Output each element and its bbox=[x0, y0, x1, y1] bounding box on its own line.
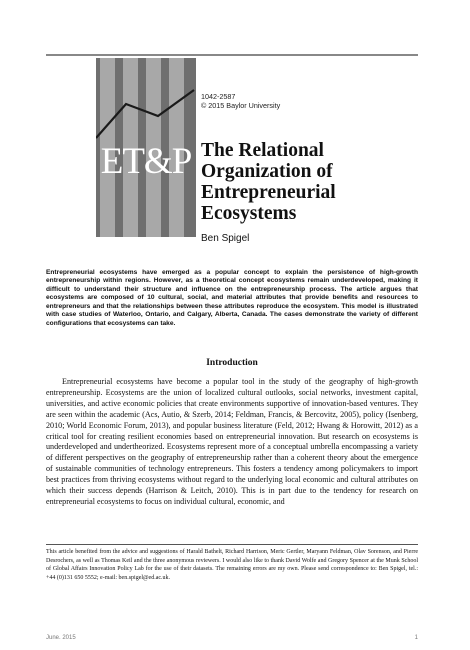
footnote-divider bbox=[46, 544, 418, 545]
footnote: This article benefited from the advice and suggestions of Harald Bathelt, Richard Harrison, Meric Gertler, Maryann Feldman, Olav Sorenson, and Pierre Desrochers, as well as Thomas Keil and the three anonymous reviewers. I would also like to thank David Wolfe and Gregory Spencer at the Munk School of Global Affairs Innovation Policy Lab for the use of their datasets. The remaining errors are my own. Please send correspondence to: Ben Spigel, tel.: +44 (0)131 650 5552; e-mail: ben.spigel@ed.ac.uk. bbox=[46, 549, 418, 581]
copyright: © 2015 Baylor University bbox=[201, 101, 281, 110]
abstract: Entrepreneurial ecosystems have emerged as a popular concept to explain the persistence of high-growth entrepreneurship within regions. However, as a theoretical concept ecosystems remain underdeveloped, making it difficult to understand their structure and influence on the entrepreneurship process. The article argues that ecosystems are composed of 10 cultural, social, and material attributes that provide benefits and resources to entrepreneurs and that the relationships between these attributes reproduce the ecosystem. This model is illustrated with case studies of Waterloo, Ontario, and Calgary, Alberta, Canada. The cases demonstrate the variety of different configurations that ecosystems can take. bbox=[46, 268, 418, 327]
title-line: Entrepreneurial bbox=[201, 182, 336, 203]
title-line: The Relational bbox=[201, 140, 324, 161]
journal-meta bbox=[201, 92, 280, 110]
section-heading: Introduction bbox=[206, 358, 258, 368]
author-name: Ben Spigel bbox=[201, 233, 250, 244]
logo-text: ET&P bbox=[100, 141, 192, 182]
issn: 1042-2587 bbox=[201, 92, 236, 101]
issue-date: June, 2015 bbox=[46, 635, 76, 639]
running-footer bbox=[46, 633, 418, 639]
title-line: Organization of bbox=[201, 161, 333, 182]
page-number: 1 bbox=[414, 635, 418, 639]
article-title bbox=[201, 140, 336, 224]
body-paragraph: Entrepreneurial ecosystems have become a popular tool in the study of the geography of high-growth entrepreneurship. Ecosystems are the union of localized cultural outlooks, social networks, investment capital, universities, and active economic policies that create environments supportive of innovation-based ventures. They are seen within the academic (Acs, Autio, & Szerb, 2014; Feldman, Francis, & Bercovitz, 2005), policy (Isenberg, 2010; World Economic Forum, 2013), and popular business literature (Feld, 2012; Hwang & Horowitt, 2012) as a critical tool for creating resilient economies based on entrepreneurial innovation. But research on ecosystems is underdeveloped and undertheorized. Ecosystems represent more of a conceptual umbrella encompassing a variety of different perspectives on the geography of entrepreneurship rather than a coherent theory about the emergence of sustainable communities of technology entrepreneurs. This fosters a tendency among policymakers to import best practices from thriving ecosystems without regard to the underlying local economic and cultural attributes on which their success depends (Harrison & Leitch, 2010). This is in part due to the tendency for research on entrepreneurial ecosystems to focus on individual cultural, economic, and bbox=[46, 377, 418, 506]
top-rule bbox=[46, 54, 418, 56]
journal-logo bbox=[96, 58, 196, 237]
title-line: Ecosystems bbox=[201, 203, 297, 224]
